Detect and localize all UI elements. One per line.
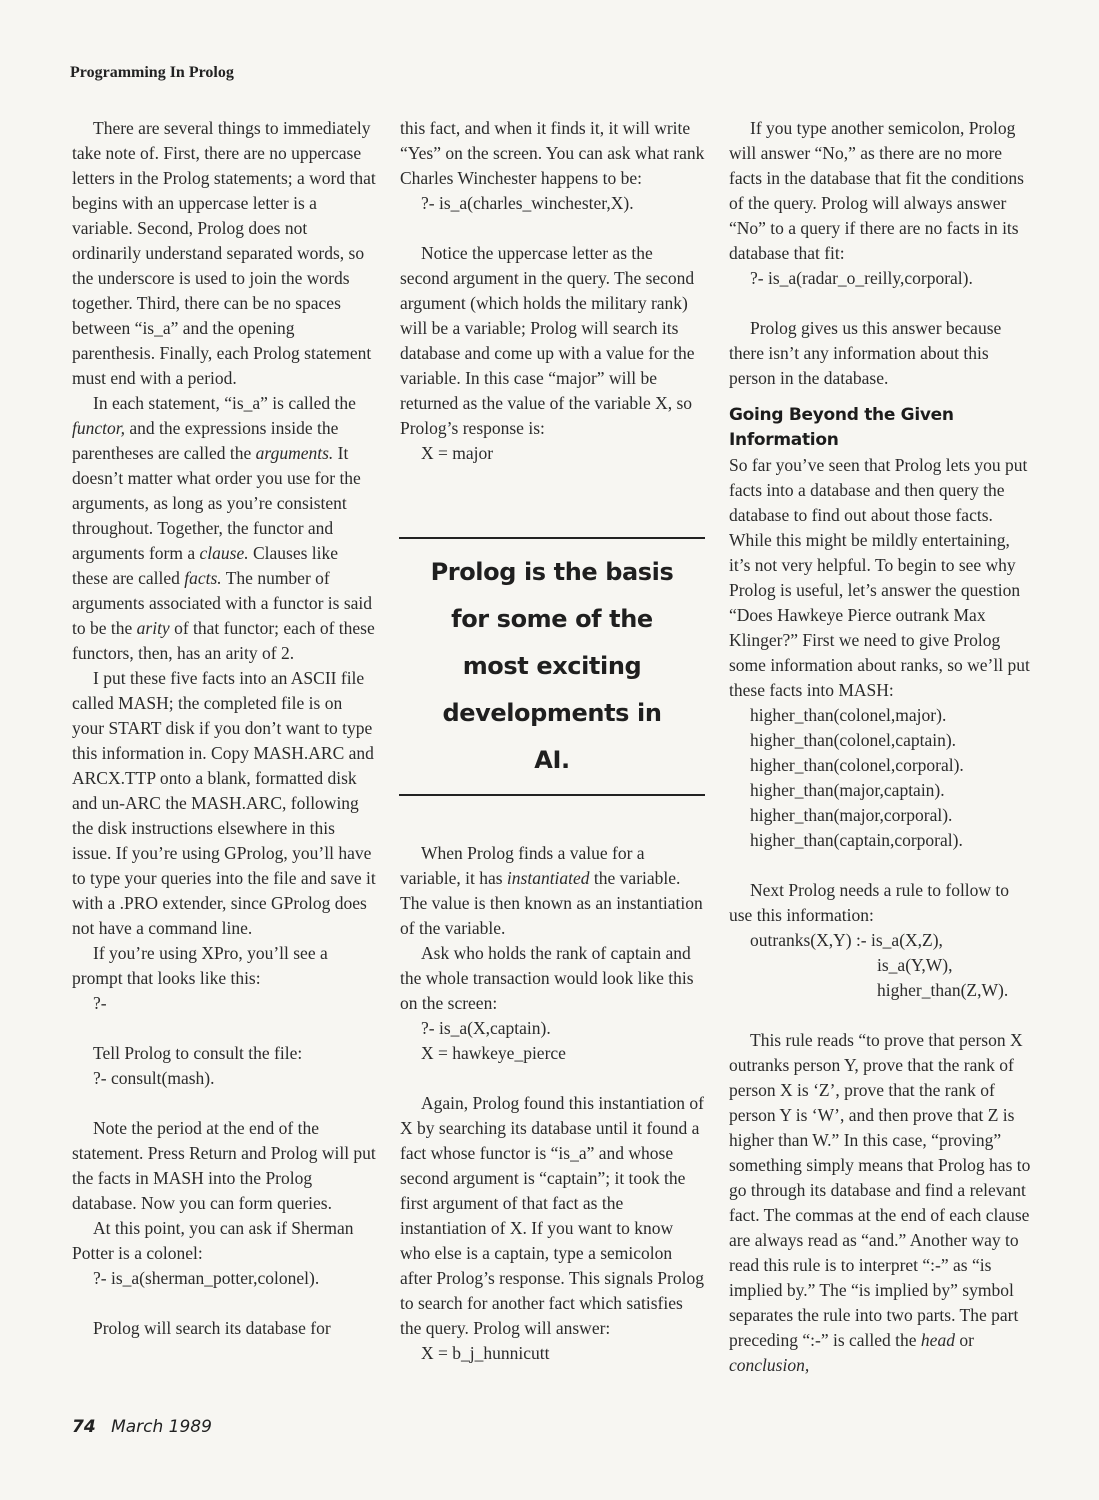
page-number: 74: [72, 1417, 96, 1437]
paragraph: Prolog gives us this answer because there isn’t any information about this person in the database.: [729, 318, 1002, 388]
code-line: X = hawkeye_pierce: [421, 1043, 566, 1063]
paragraph: Notice the uppercase letter as the second argument in the query. The second argument (which holds the military rank) will be a variable; Prolog will search its database and come up with a value for the variable. In this case “major” will be returned as the value of the variable X, so Prolog’s response is:: [400, 243, 695, 438]
paragraph: This rule reads “to prove that person X outranks person Y, prove that the rank of person X is ‘Z’, prove that the rank of person Y is ‘W’, and then prove that Z is higher than W.” In this case, “proving” something simply means that Prolog has to go through its database and find a relevant fact. The commas at the end of each clause are always read as “and.” Another way to read this rule is to interpret “:-” as “is implied by.” The “is implied by” symbol separates the rule into two parts. The part preceding “:-” is called the head or conclusion,: [729, 1030, 1031, 1375]
code-line: ?- is_a(charles_winchester,X).: [421, 193, 634, 213]
paragraph: If you type another semicolon, Prolog will answer “No,” as there are no more facts in the database that fit the conditions of the query. Prolog will always answer “No” to a query if there are no facts in its database that fit:: [729, 118, 1024, 263]
column-2-lower: [400, 841, 705, 1366]
code-line: X = b_j_hunnicutt: [421, 1343, 550, 1363]
column-2: [400, 116, 705, 466]
column-3: [729, 116, 1034, 1378]
paragraph: There are several things to immediately take note of. First, there are no uppercase letters in the Prolog statements; a word that begins with an uppercase letter is a variable. Second, Prolog does not ordinarily understand separated words, so the underscore is used to join the words together. Third, there can be no spaces between “is_a” and the opening parenthesis. Finally, each Prolog statement must end with a period.: [72, 118, 376, 388]
code-line: ?- consult(mash).: [93, 1068, 215, 1088]
paragraph: At this point, you can ask if Sherman Potter is a colonel:: [72, 1218, 354, 1263]
paragraph: Again, Prolog found this instantiation of X by searching its database until it found a fact whose functor is “is_a” and whose second argument is “captain”; it took the first argument of that fact as the instantiation of X. If you want to know who else is a captain, type a semicolon after Prolog’s response. This signals Prolog to search for another fact which satisfies the query. Prolog will answer:: [400, 1093, 704, 1338]
code-line: outranks(X,Y) :- is_a(X,Z),: [750, 930, 943, 950]
paragraph: Tell Prolog to consult the file:: [93, 1043, 303, 1063]
code-line: higher_than(captain,corporal).: [750, 830, 963, 850]
paragraph: Next Prolog needs a rule to follow to use this information:: [729, 880, 1010, 925]
code-line: ?- is_a(sherman_potter,colonel).: [93, 1268, 320, 1288]
running-head: Programming In Prolog: [70, 64, 234, 81]
paragraph: Prolog will search its database for: [93, 1318, 331, 1338]
paragraph: I put these five facts into an ASCII file called MASH; the completed file is on your START disk if you don’t want to type this information in. Copy MASH.ARC and ARCX.TTP onto a blank, formatted disk and un-ARC the MASH.ARC, following the disk instructions elsewhere in this issue. If you’re using GProlog, you’ll have to type your queries into the file and save it with a .PRO extender, since GProlog does not have a command line.: [72, 668, 376, 938]
paragraph: So far you’ve seen that Prolog lets you put facts into a database and then query the database to find out about those facts. While this might be mildly entertaining, it’s not very helpful. To begin to see why Prolog is useful, let’s answer the question “Does Hawkeye Pierce outrank Max Klinger?” First we need to give Prolog some information about ranks, so we’ll put these facts into MASH:: [729, 455, 1030, 700]
code-line: is_a(Y,W),: [877, 955, 953, 975]
paragraph: Ask who holds the rank of captain and the whole transaction would look like this on the screen:: [400, 943, 694, 1013]
code-line: higher_than(colonel,corporal).: [750, 755, 964, 775]
code-line: ?- is_a(radar_o_reilly,corporal).: [750, 268, 973, 288]
pull-quote: [399, 537, 705, 796]
paragraph: When Prolog finds a value for a variable, it has instantiated the variable. The value is then known as an instantiation of the variable.: [400, 843, 703, 938]
paragraph: If you’re using XPro, you’ll see a prompt that looks like this:: [72, 943, 328, 988]
column-1: [72, 116, 377, 1341]
pull-quote-text: Prolog is the basis for some of the most exciting developments in AI.: [430, 558, 674, 774]
section-heading: Going Beyond the Given Information: [729, 405, 954, 450]
code-line: higher_than(Z,W).: [877, 980, 1009, 1000]
code-line: X = major: [421, 443, 494, 463]
code-line: ?- is_a(X,captain).: [421, 1018, 551, 1038]
code-line: ?-: [93, 993, 107, 1013]
paragraph: this fact, and when it finds it, it will write “Yes” on the screen. You can ask what rank Charles Winchester happens to be:: [400, 118, 705, 188]
code-line: higher_than(colonel,captain).: [750, 730, 957, 750]
paragraph: In each statement, “is_a” is called the functor, and the expressions inside the parentheses are called the arguments. It doesn’t matter what order you use for the arguments, as long as you’re consistent throughout. Together, the functor and arguments form a clause. Clauses like these are called facts. The number of arguments associated with a functor is said to be the arity of that functor; each of these functors, then, has an arity of 2.: [72, 393, 375, 663]
code-line: higher_than(major,corporal).: [750, 805, 953, 825]
folio: [72, 1417, 212, 1437]
issue-date: March 1989: [111, 1417, 212, 1437]
code-line: higher_than(major,captain).: [750, 780, 945, 800]
code-line: higher_than(colonel,major).: [750, 705, 947, 725]
paragraph: Note the period at the end of the statement. Press Return and Prolog will put the facts in MASH into the Prolog database. Now you can form queries.: [72, 1118, 376, 1213]
